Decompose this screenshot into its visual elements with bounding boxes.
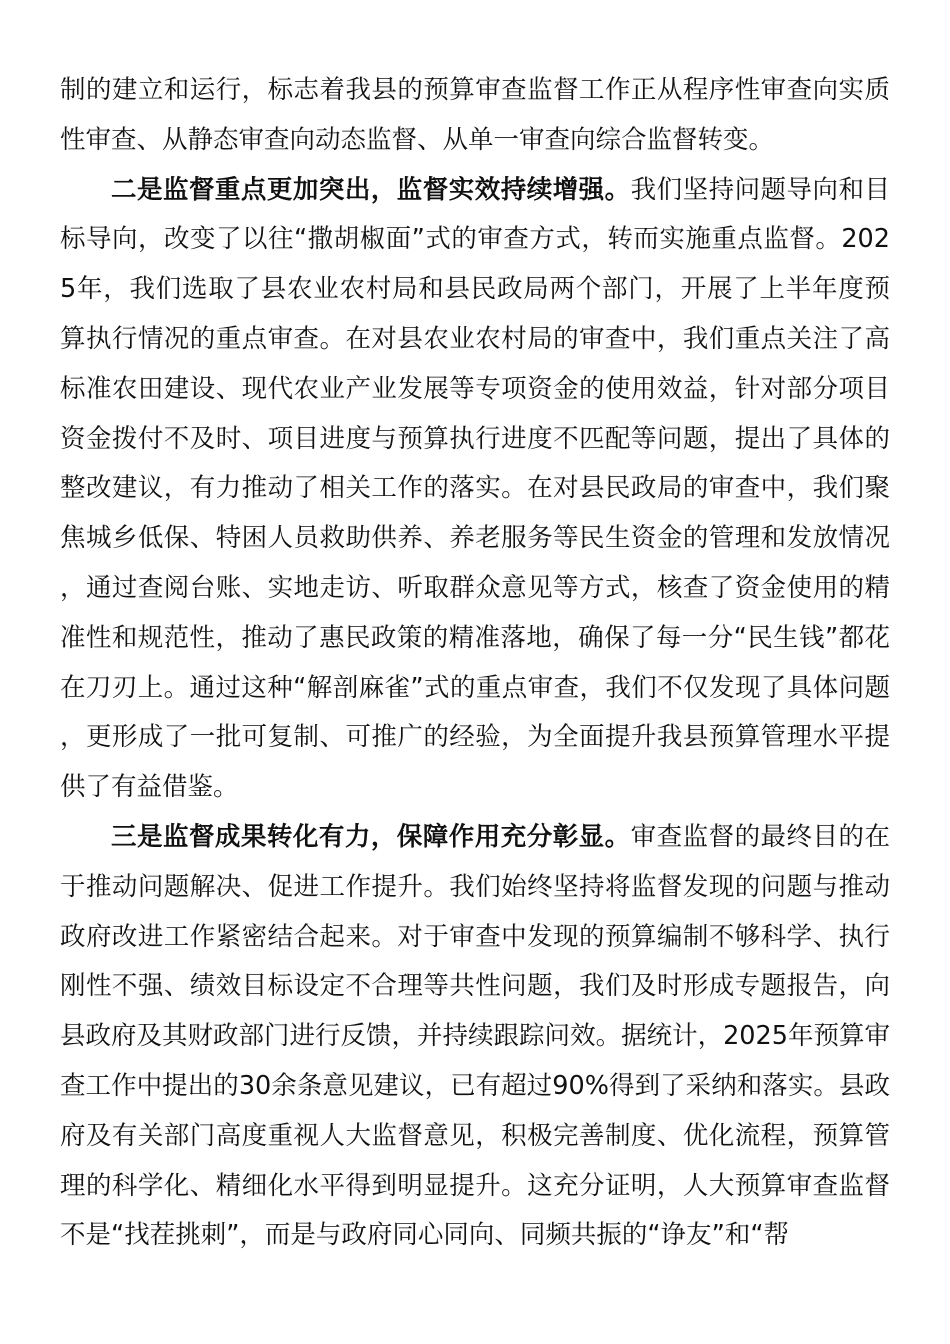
paragraph-1 [60, 66, 890, 166]
body-text [60, 66, 890, 1261]
paragraph-3-text: 审查监督的最终目的在于推动问题解决、促进工作提升。我们始终坚持将监督发现的问题与推动政府改进工作紧密结合起来。对于审查中发现的预算编制不够科学、执行刚性不强、绩效目标设定不合理等共性问题，我们及时形成专题报告，向县政府及其财政部门进行反馈，并持续跟踪问效。据统计，2025年预算审查工作中提出的30余条意见建议，已有超过90%得到了采纳和落实。县政府及有关部门高度重视人大监督意见，积极完善制度、优化流程，预算管理的科学化、精细化水平得到明显提升。这充分证明，人大预算审查监督不是“找茬挑刺”，而是与政府同心同向、同频共振的“诤友”和“帮 [60, 821, 890, 1251]
paragraph-3-lead: 三是监督成果转化有力，保障作用充分彰显。 [111, 821, 631, 852]
paragraph-1-text: 制的建立和运行，标志着我县的预算审查监督工作正从程序性审查向实质性审查、从静态审查向动态监督、从单一审查向综合监督转变。 [60, 75, 890, 155]
paragraph-2-lead: 二是监督重点更加突出，监督实效持续增强。 [111, 174, 631, 205]
paragraph-2-text: 我们坚持问题导向和目标导向，改变了以往“撒胡椒面”式的审查方式，转而实施重点监督。2025年，我们选取了县农业农村局和县民政局两个部门，开展了上半年度预算执行情况的重点审查。在对县农业农村局的审查中，我们重点关注了高标准农田建设、现代农业产业发展等专项资金的使用效益，针对部分项目资金拨付不及时、项目进度与预算执行进度不匹配等问题，提出了具体的整改建议，有力推动了相关工作的落实。在对县民政局的审查中，我们聚焦城乡低保、特困人员救助供养、养老服务等民生资金的管理和发放情况，通过查阅台账、实地走访、听取群众意见等方式，核查了资金使用的精准性和规范性，推动了惠民政策的精准落地，确保了每一分“民生钱”都花在刀刃上。通过这种“解剖麻雀”式的重点审查，我们不仅发现了具体问题，更形成了一批可复制、可推广的经验，为全面提升我县预算管理水平提供了有益借鉴。 [60, 174, 890, 803]
paragraph-3 [60, 813, 890, 1261]
paragraph-2 [60, 166, 890, 813]
